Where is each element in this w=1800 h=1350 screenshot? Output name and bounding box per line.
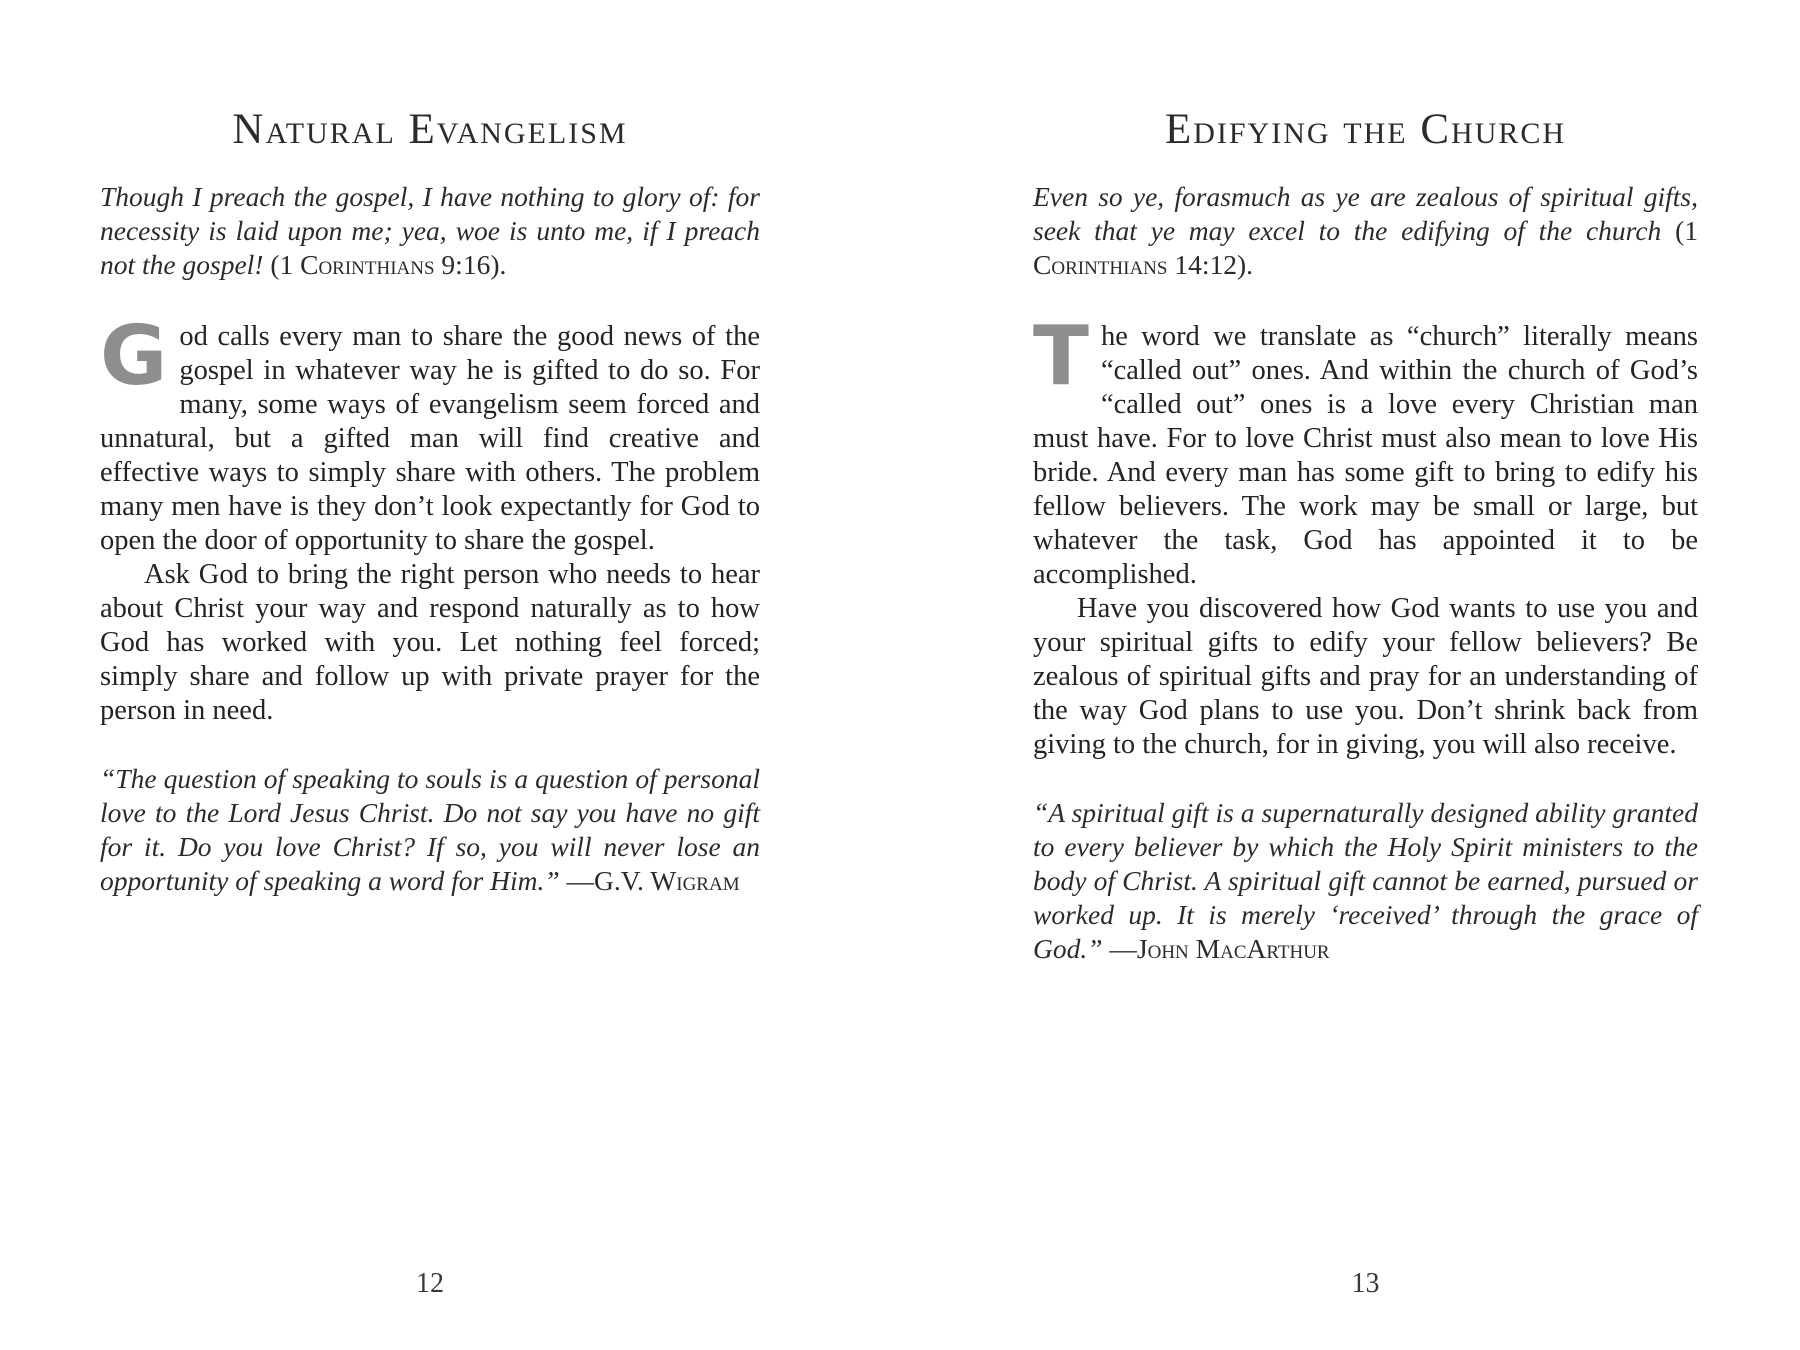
epigraph-right (1033, 180, 1698, 282)
drop-cap-letter: G (100, 309, 168, 404)
epigraph-left (100, 180, 760, 282)
body-paragraph-2: Have you discovered how God wants to use you and your spiritual gifts to edify your fellow believers? Be zealous of spiritual gifts and pray for an understanding of the way God plans to use you. Don’t shrink back from giving to the church, for in giving, you will also receive. (1033, 593, 1698, 760)
page-right (1033, 106, 1698, 966)
epigraph-text: Though I preach the gospel, I have nothing to glory of: for necessity is laid upon me; yea, woe is unto me, if I preach not the gospel! (100, 181, 760, 280)
chapter-title-left: Natural Evangelism (232, 106, 628, 153)
closing-quote-left (100, 762, 760, 898)
quote-text: “A spiritual gift is a supernaturally designed ability granted to every believer by which the Holy Spirit ministers to the body of Christ. A spiritual gift cannot be earned, pursued or worked up. It is merely ‘received’ through the grace of God.” (1033, 797, 1698, 964)
quote-attribution: —John MacArthur (1109, 933, 1330, 964)
chapter-title-right: Edifying the Church (1164, 106, 1567, 153)
drop-cap-letter: T (1033, 309, 1089, 404)
body-paragraph-1 (1033, 309, 1698, 592)
body-text-left (100, 309, 760, 728)
page-left (100, 106, 760, 898)
paragraph-text: he word we translate as “church” literally means “called out” ones. And within the church of God’s “called out” ones is a love every Christian man must have. For to love Christ must also mean to love His bride. And every man has some gift to bring to edify his fellow believers. The work may be small or large, but whatever the task, God has appointed it to be accomplished. (1033, 321, 1698, 590)
quote-attribution: —G.V. Wigram (566, 865, 740, 896)
page-number-left: 12 (416, 1268, 444, 1299)
page-number-right: 13 (1351, 1268, 1380, 1299)
quote-text: “The question of speaking to souls is a question of personal love to the Lord Jesus Christ. Do not say you have no gift for it. Do you love Christ? If so, you will never lose an opportunity of speaking a word for Him.” (100, 763, 760, 896)
scripture-reference: (1 Corinthians 14:12). (1033, 215, 1698, 280)
body-text-right (1033, 309, 1698, 762)
epigraph-text: Even so ye, forasmuch as ye are zealous of spiritual gifts, seek that ye may excel to the edifying of the church (1033, 181, 1698, 246)
body-paragraph-2: Ask God to bring the right person who needs to hear about Christ your way and respond naturally as to how God has worked with you. Let nothing feel forced; simply share and follow up with private prayer for the person in need. (100, 559, 760, 726)
body-paragraph-1 (100, 309, 760, 558)
paragraph-text: od calls every man to share the good news of the gospel in whatever way he is gifted to do so. For many, some ways of evangelism seem forced and unnatural, but a gifted man will find creative and effective ways to simply share with others. The problem many men have is they don’t look expectantly for God to open the door of opportunity to share the gospel. (100, 321, 760, 556)
closing-quote-right (1033, 796, 1698, 966)
scripture-reference: (1 Corinthians 9:16). (270, 249, 507, 280)
